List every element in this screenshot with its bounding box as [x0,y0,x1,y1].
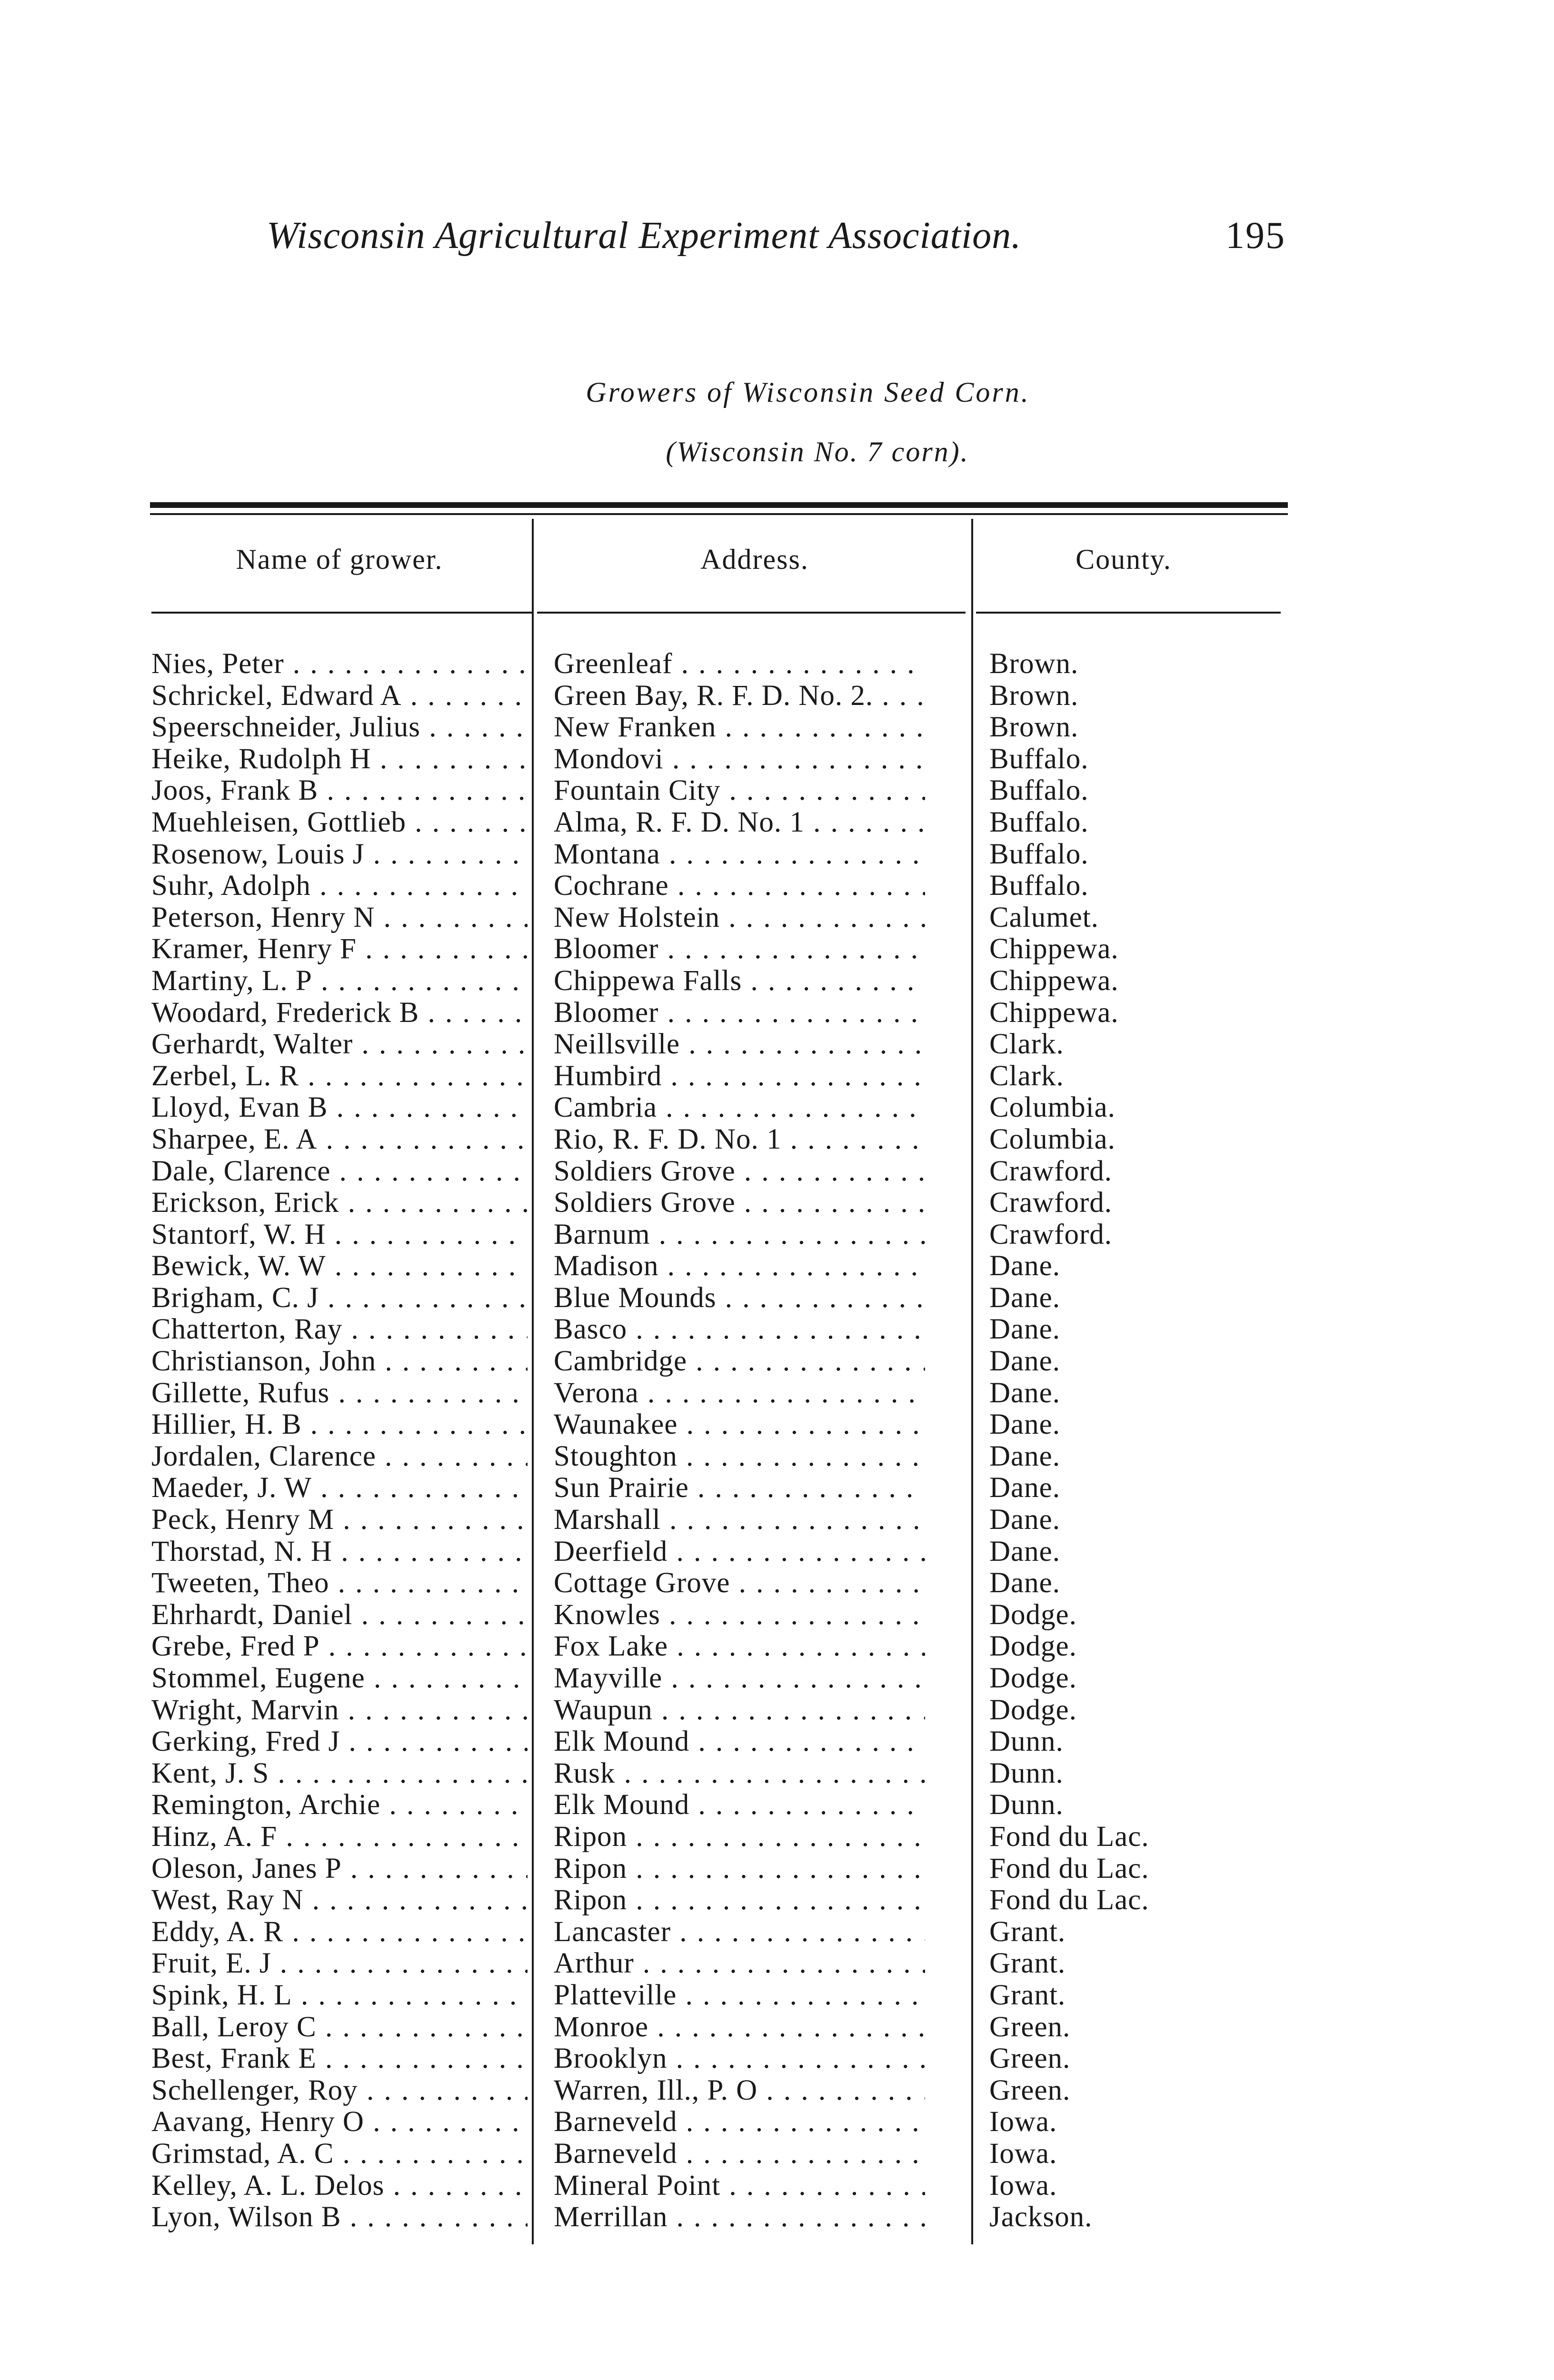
table-row [151,712,1294,744]
table-row [151,1853,1294,1885]
table-row [151,1726,1294,1758]
table-row [151,1409,1294,1441]
grower-name-cell: Zerbel, L. R . . . [151,1061,528,1092]
table-row [151,1504,1294,1536]
table-row [151,1187,1294,1219]
county-cell: Dane. [989,1567,1060,1599]
address-cell: Waupun . . . [554,1695,925,1726]
county-cell: Dodge. [989,1663,1077,1694]
grower-name-cell: Woodard, Frederick B . . . [151,997,528,1029]
address-cell: Green Bay, R. F. D. No. 2. . . . [554,680,925,712]
grower-name-cell: Sharpee, E. A . . . [151,1124,528,1156]
grower-name-cell: Maeder, J. W . . . [151,1472,528,1504]
table-row [151,1092,1294,1124]
table-row [151,2012,1294,2043]
county-cell: Dunn. [989,1726,1064,1758]
table-row [151,1156,1294,1188]
address-cell: Rusk . . . [554,1758,925,1790]
address-cell: Deerfield . . . [554,1536,925,1568]
grower-name-cell: Lloyd, Evan B . . . [151,1092,528,1124]
column-header-name: Name of grower. [236,544,443,575]
grower-name-cell: Best, Frank E . . . [151,2043,528,2075]
grower-name-cell: Gillette, Rufus . . . [151,1378,528,1409]
county-cell: Clark. [989,1060,1064,1092]
county-cell: Clark. [989,1029,1064,1061]
table-row [151,1124,1294,1156]
address-cell: Ripon . . . [554,1853,925,1885]
table-row [151,1980,1294,2012]
table-top-rule-thin [150,513,1288,515]
column-header-county: County. [1076,544,1172,575]
address-cell: Sun Prairie . . . [554,1472,925,1504]
grower-name-cell: Gerhardt, Walter . . . [151,1029,528,1061]
county-cell: Buffalo. [989,870,1089,902]
table-row [151,1282,1294,1314]
table-row [151,1567,1294,1599]
county-cell: Dane. [989,1504,1060,1536]
address-cell: Monroe . . . [554,2012,925,2043]
grower-name-cell: Spink, H. L . . . [151,1980,528,2012]
county-cell: Dane. [989,1440,1060,1472]
grower-name-cell: Ehrhardt, Daniel . . . [151,1599,528,1631]
grower-name-cell: Tweeten, Theo . . . [151,1567,528,1599]
address-cell: Elk Mound . . . [554,1726,925,1758]
grower-name-cell: Schrickel, Edward A . . . [151,680,528,712]
table-row [151,1663,1294,1695]
county-cell: Columbia. [989,1092,1116,1124]
address-cell: Marshall . . . [554,1504,925,1536]
address-cell: Knowles . . . [554,1599,925,1631]
grower-name-cell: Hinz, A. F . . . [151,1821,528,1853]
table-subtitle: (Wisconsin No. 7 corn). [666,436,969,467]
address-cell: Merrillan . . . [554,2202,925,2233]
grower-name-cell: Bewick, W. W . . . [151,1250,528,1282]
table-row [151,807,1294,839]
county-cell: Dane. [989,1536,1060,1567]
page-number: 195 [1225,215,1285,257]
grower-name-cell: Muehleisen, Gottlieb . . . [151,807,528,839]
table-row [151,1916,1294,1948]
grower-name-cell: Lyon, Wilson B . . . [151,2202,528,2233]
table-row [151,1061,1294,1092]
address-cell: Greenleaf . . . [554,648,925,680]
grower-name-cell: Peterson, Henry N . . . [151,902,528,934]
address-cell: New Franken . . . [554,712,925,744]
table-row [151,2106,1294,2138]
table-row [151,775,1294,807]
address-cell: Mondovi . . . [554,744,925,775]
table-row [151,1948,1294,1980]
table-row [151,933,1294,965]
grower-name-cell: Stantorf, W. H . . . [151,1219,528,1251]
table-row [151,1378,1294,1409]
grower-name-cell: Heike, Rudolph H . . . [151,744,528,775]
running-title: Wisconsin Agricultural Experiment Association. [267,215,1022,257]
table-row [151,2075,1294,2107]
county-cell: Buffalo. [989,775,1089,807]
address-cell: Humbird . . . [554,1061,925,1092]
county-cell: Dane. [989,1409,1060,1441]
grower-name-cell: Eddy, A. R . . . [151,1916,528,1948]
table-row [151,744,1294,775]
county-cell: Dunn. [989,1757,1064,1789]
county-cell: Dane. [989,1282,1060,1314]
county-cell: Dane. [989,1250,1060,1282]
address-cell: Cottage Grove . . . [554,1567,925,1599]
address-cell: Soldiers Grove . . . [554,1156,925,1188]
grower-name-cell: Kent, J. S . . . [151,1758,528,1790]
county-cell: Dane. [989,1314,1060,1346]
grower-name-cell: Christianson, John . . . [151,1346,528,1378]
county-cell: Grant. [989,1948,1066,1980]
table-row [151,1346,1294,1378]
county-cell: Jackson. [989,2202,1093,2233]
grower-name-cell: Peck, Henry M . . . [151,1504,528,1536]
grower-name-cell: Joos, Frank B . . . [151,775,528,807]
address-cell: Cambridge . . . [554,1346,925,1378]
table-row [151,1219,1294,1251]
county-cell: Fond du Lac. [989,1853,1149,1884]
address-cell: Platteville . . . [554,1980,925,2012]
address-cell: Bloomer . . . [554,997,925,1029]
table-row [151,1631,1294,1663]
address-cell: Fox Lake . . . [554,1631,925,1663]
table-row [151,1536,1294,1568]
grower-name-cell: Kelley, A. L. Delos . . . [151,2170,528,2202]
county-cell: Chippewa. [989,933,1119,965]
table-row [151,902,1294,934]
table-row [151,965,1294,997]
address-cell: Brooklyn . . . [554,2043,925,2075]
address-cell: Bloomer . . . [554,933,925,965]
table-row [151,1250,1294,1282]
county-cell: Buffalo. [989,806,1089,838]
address-cell: Waunakee . . . [554,1409,925,1441]
county-cell: Dodge. [989,1631,1077,1663]
grower-name-cell: Nies, Peter . . . [151,648,528,680]
header-rule-address [537,612,966,614]
table-row [151,1314,1294,1346]
grower-name-cell: Schellenger, Roy . . . [151,2075,528,2107]
county-cell: Brown. [989,648,1079,680]
grower-name-cell: Dale, Clarence . . . [151,1156,528,1188]
county-cell: Green. [989,2011,1071,2043]
address-cell: Mayville . . . [554,1663,925,1695]
county-cell: Iowa. [989,2106,1057,2138]
grower-name-cell: Erickson, Erick . . . [151,1187,528,1219]
header-rule-county [976,612,1281,614]
grower-name-cell: Grebe, Fred P . . . [151,1631,528,1663]
address-cell: Elk Mound . . . [554,1789,925,1821]
grower-name-cell: Kramer, Henry F . . . [151,933,528,965]
county-cell: Iowa. [989,2170,1057,2202]
address-cell: Alma, R. F. D. No. 1 . . . [554,807,925,839]
address-cell: Cambria . . . [554,1092,925,1124]
address-cell: Blue Mounds . . . [554,1282,925,1314]
running-head [267,209,1285,262]
grower-name-cell: Oleson, Janes P . . . [151,1853,528,1885]
table-row [151,870,1294,902]
grower-name-cell: Stommel, Eugene . . . [151,1663,528,1695]
grower-name-cell: Brigham, C. J . . . [151,1282,528,1314]
address-cell: Neillsville . . . [554,1029,925,1061]
table-row [151,839,1294,871]
table-title: Growers of Wisconsin Seed Corn. [586,377,1030,408]
table-row [151,1029,1294,1061]
grower-name-cell: Hillier, H. B . . . [151,1409,528,1441]
county-cell: Chippewa. [989,997,1119,1029]
county-cell: Dane. [989,1377,1060,1409]
county-cell: Grant. [989,1916,1066,1948]
grower-name-cell: Aavang, Henry O . . . [151,2106,528,2138]
county-cell: Dane. [989,1472,1060,1504]
grower-name-cell: Jordalen, Clarence . . . [151,1441,528,1473]
table-row [151,2043,1294,2075]
table-row [151,2202,1294,2233]
grower-name-cell: Speerschneider, Julius . . . [151,712,528,744]
grower-name-cell: Ball, Leroy C . . . [151,2012,528,2043]
address-cell: Basco . . . [554,1314,925,1346]
address-cell: Barneveld . . . [554,2106,925,2138]
table-row [151,1599,1294,1631]
header-rule-name [151,612,532,614]
grower-name-cell: Wright, Marvin . . . [151,1695,528,1726]
county-cell: Grant. [989,1979,1066,2011]
address-cell: Fountain City . . . [554,775,925,807]
address-cell: Madison . . . [554,1250,925,1282]
address-cell: Cochrane . . . [554,870,925,902]
county-cell: Columbia. [989,1123,1116,1155]
table-row [151,680,1294,712]
table-row [151,1441,1294,1473]
county-cell: Iowa. [989,2138,1057,2170]
county-cell: Crawford. [989,1187,1113,1219]
table-row [151,1472,1294,1504]
county-cell: Dane. [989,1346,1060,1378]
county-cell: Chippewa. [989,965,1119,997]
address-cell: Warren, Ill., P. O . . . [554,2075,925,2107]
county-cell: Fond du Lac. [989,1821,1149,1853]
address-cell: Stoughton . . . [554,1441,925,1473]
grower-name-cell: Thorstad, N. H . . . [151,1536,528,1568]
table-row [151,648,1294,680]
grower-name-cell: West, Ray N . . . [151,1884,528,1916]
grower-name-cell: Fruit, E. J . . . [151,1948,528,1980]
grower-name-cell: Rosenow, Louis J . . . [151,839,528,871]
county-cell: Buffalo. [989,743,1089,775]
grower-name-cell: Remington, Archie . . . [151,1789,528,1821]
grower-name-cell: Gerking, Fred J . . . [151,1726,528,1758]
county-cell: Crawford. [989,1219,1113,1250]
county-cell: Crawford. [989,1155,1113,1187]
table-top-rule [150,502,1288,508]
address-cell: Chippewa Falls . . . [554,965,925,997]
address-cell: Barneveld . . . [554,2138,925,2170]
address-cell: Mineral Point . . . [554,2170,925,2202]
county-cell: Brown. [989,712,1079,744]
grower-name-cell: Grimstad, A. C . . . [151,2138,528,2170]
county-cell: Calumet. [989,902,1099,933]
county-cell: Dodge. [989,1694,1077,1726]
table-row [151,997,1294,1029]
address-cell: Montana . . . [554,839,925,871]
address-cell: New Holstein . . . [554,902,925,934]
address-cell: Lancaster . . . [554,1916,925,1948]
address-cell: Ripon . . . [554,1884,925,1916]
table-row [151,2138,1294,2170]
address-cell: Rio, R. F. D. No. 1 . . . [554,1124,925,1156]
grower-name-cell: Chatterton, Ray . . . [151,1314,528,1346]
table-row [151,2170,1294,2202]
grower-name-cell: Suhr, Adolph . . . [151,870,528,902]
county-cell: Fond du Lac. [989,1884,1149,1916]
table-row [151,1758,1294,1790]
address-cell: Soldiers Grove . . . [554,1187,925,1219]
county-cell: Buffalo. [989,838,1089,870]
table-body [151,648,1294,2233]
address-cell: Arthur . . . [554,1948,925,1980]
table-row [151,1695,1294,1726]
address-cell: Ripon . . . [554,1821,925,1853]
county-cell: Green. [989,2043,1071,2075]
table-row [151,1821,1294,1853]
county-cell: Green. [989,2074,1071,2106]
county-cell: Dodge. [989,1599,1077,1631]
address-cell: Barnum . . . [554,1219,925,1251]
table-row [151,1789,1294,1821]
column-header-address: Address. [700,544,809,575]
table-row [151,1884,1294,1916]
county-cell: Brown. [989,680,1079,712]
county-cell: Dunn. [989,1789,1064,1821]
grower-name-cell: Martiny, L. P . . . [151,965,528,997]
address-cell: Verona . . . [554,1378,925,1409]
